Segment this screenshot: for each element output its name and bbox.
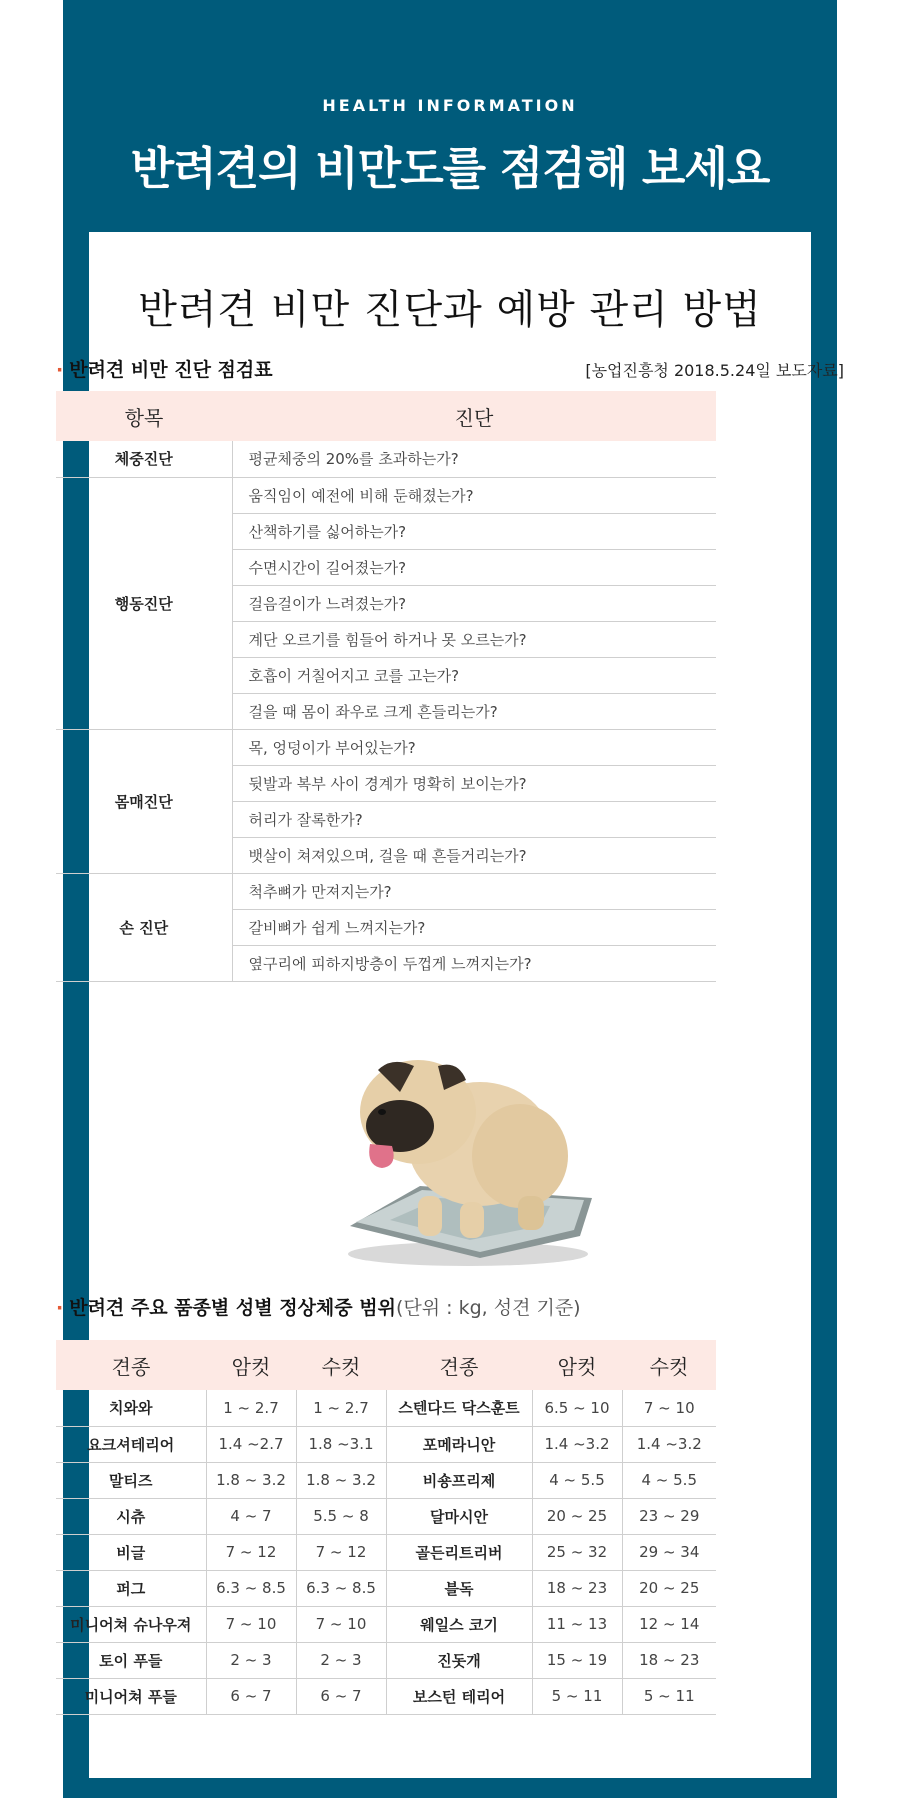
weight-range: 5.5 ~ 8: [296, 1498, 386, 1534]
table-row: [56, 1606, 716, 1642]
header-diagnosis: 진단: [232, 391, 716, 441]
diagnosis-label: 반려견 비만 진단 점검표: [69, 359, 273, 381]
card-title: 반려견 비만 진단과 예방 관리 방법: [138, 287, 762, 333]
weight-range: 4 ~ 7: [206, 1498, 296, 1534]
table-row: [56, 1498, 716, 1534]
breed-name: 시츄: [56, 1498, 206, 1534]
weight-range: 6.5 ~ 10: [532, 1390, 622, 1426]
table-row: [56, 729, 716, 765]
table-row: [56, 1678, 716, 1714]
table-row: [56, 873, 716, 909]
breed-name: 요크셔테리어: [56, 1426, 206, 1462]
weight-range: 29 ~ 34: [622, 1534, 716, 1570]
header-item: 항목: [56, 391, 232, 441]
table-row: [56, 1462, 716, 1498]
diagnosis-question: 평균체중의 20%를 초과하는가?: [232, 441, 716, 477]
breed-name: 골든리트리버: [386, 1534, 532, 1570]
diagnosis-question: 움직임이 예전에 비해 둔해졌는가?: [232, 477, 716, 513]
breed-name: 미니어쳐 슈나우져: [56, 1606, 206, 1642]
diagnosis-question: 허리가 잘록한가?: [232, 801, 716, 837]
breed-name: 진돗개: [386, 1642, 532, 1678]
breed-name: 웨일스 코기: [386, 1606, 532, 1642]
diagnosis-category: 체중진단: [56, 441, 232, 477]
weight-range: 1.8 ~3.1: [296, 1426, 386, 1462]
weight-range: 7 ~ 10: [296, 1606, 386, 1642]
weight-range: 1.8 ~ 3.2: [206, 1462, 296, 1498]
diagnosis-question: 산책하기를 싫어하는가?: [232, 513, 716, 549]
breed-name: 퍼그: [56, 1570, 206, 1606]
table-row: [56, 1570, 716, 1606]
header-female-right: 암컷: [532, 1340, 622, 1390]
diagnosis-question: 뱃살이 쳐져있으며, 걸을 때 흔들거리는가?: [232, 837, 716, 873]
weight-range: 2 ~ 3: [206, 1642, 296, 1678]
weight-range: 7 ~ 10: [206, 1606, 296, 1642]
header-breed-right: 견종: [386, 1340, 532, 1390]
weight-range: 6.3 ~ 8.5: [206, 1570, 296, 1606]
table-row: [56, 1642, 716, 1678]
diagnosis-question: 목, 엉덩이가 부어있는가?: [232, 729, 716, 765]
breed-name: 스텐다드 닥스훈트: [386, 1390, 532, 1426]
diagnosis-question: 걸음걸이가 느려졌는가?: [232, 585, 716, 621]
weight-range: 2 ~ 3: [296, 1642, 386, 1678]
breed-name: 치와와: [56, 1390, 206, 1426]
weight-range: 7 ~ 12: [296, 1534, 386, 1570]
weight-range: 7 ~ 12: [206, 1534, 296, 1570]
weight-range: 1 ~ 2.7: [206, 1390, 296, 1426]
diagnosis-question: 척추뼈가 만져지는가?: [232, 873, 716, 909]
diagnosis-question: 갈비뼈가 쉽게 느껴지는가?: [232, 909, 716, 945]
diagnosis-category: 손 진단: [56, 873, 232, 981]
weight-range: 6 ~ 7: [206, 1678, 296, 1714]
weight-range: 1.8 ~ 3.2: [296, 1462, 386, 1498]
diagnosis-question: 수면시간이 길어졌는가?: [232, 549, 716, 585]
breed-name: 미니어쳐 푸들: [56, 1678, 206, 1714]
weight-range: 20 ~ 25: [622, 1570, 716, 1606]
diagnosis-category: 행동진단: [56, 477, 232, 729]
table-row: [56, 1390, 716, 1426]
weight-range: 1 ~ 2.7: [296, 1390, 386, 1426]
diagnosis-question: 계단 오르기를 힘들어 하거나 못 오르는가?: [232, 621, 716, 657]
breed-name: 보스턴 테리어: [386, 1678, 532, 1714]
bullet-dot-icon: ·: [56, 1297, 64, 1319]
breed-name: 달마시안: [386, 1498, 532, 1534]
weight-range: 25 ~ 32: [532, 1534, 622, 1570]
diagnosis-category: 몸매진단: [56, 729, 232, 873]
pug-on-scale-image: [330, 1026, 596, 1272]
table-row: [56, 1534, 716, 1570]
weight-range: 18 ~ 23: [532, 1570, 622, 1606]
source-note: [농업진흥청 2018.5.24일 보도자료]: [585, 361, 844, 380]
table-row: [56, 477, 716, 513]
diagnosis-body: [56, 441, 716, 981]
breed-name: 토이 푸들: [56, 1642, 206, 1678]
weights-unit: (단위 : kg, 성견 기준): [395, 1297, 581, 1319]
weight-range: 6 ~ 7: [296, 1678, 386, 1714]
header-male-left: 수컷: [296, 1340, 386, 1390]
weight-range: 20 ~ 25: [532, 1498, 622, 1534]
diagnosis-question: 뒷발과 복부 사이 경계가 명확히 보이는가?: [232, 765, 716, 801]
diagnosis-table: [56, 391, 716, 982]
breed-name: 비글: [56, 1534, 206, 1570]
weight-range: 1.4 ~2.7: [206, 1426, 296, 1462]
weight-range: 1.4 ~3.2: [622, 1426, 716, 1462]
diagnosis-question: 호흡이 거칠어지고 코를 고는가?: [232, 657, 716, 693]
weight-range: 15 ~ 19: [532, 1642, 622, 1678]
weight-range: 6.3 ~ 8.5: [296, 1570, 386, 1606]
table-row: [56, 441, 716, 477]
page-title: 반려견의 비만도를 점검해 보세요: [130, 142, 770, 195]
weights-table: [56, 1340, 716, 1715]
bullet-dot-icon: ·: [56, 359, 64, 381]
breed-name: 블독: [386, 1570, 532, 1606]
weight-range: 23 ~ 29: [622, 1498, 716, 1534]
diagnosis-question: 옆구리에 피하지방층이 두껍게 느껴지는가?: [232, 945, 716, 981]
header-male-right: 수컷: [622, 1340, 716, 1390]
breed-name: 비숑프리제: [386, 1462, 532, 1498]
breed-name: 포메라니안: [386, 1426, 532, 1462]
weight-range: 7 ~ 10: [622, 1390, 716, 1426]
header-breed-left: 견종: [56, 1340, 206, 1390]
weights-section-head: [56, 1293, 844, 1320]
header-female-left: 암컷: [206, 1340, 296, 1390]
weight-range: 5 ~ 11: [532, 1678, 622, 1714]
table-row: [56, 1426, 716, 1462]
weight-range: 4 ~ 5.5: [532, 1462, 622, 1498]
eyebrow-label: HEALTH INFORMATION: [322, 96, 578, 115]
weight-range: 12 ~ 14: [622, 1606, 716, 1642]
weight-range: 11 ~ 13: [532, 1606, 622, 1642]
weight-range: 5 ~ 11: [622, 1678, 716, 1714]
weight-range: 4 ~ 5.5: [622, 1462, 716, 1498]
diagnosis-section-head: [56, 355, 844, 382]
weights-body: [56, 1390, 716, 1714]
weight-range: 1.4 ~3.2: [532, 1426, 622, 1462]
diagnosis-question: 걸을 때 몸이 좌우로 크게 흔들리는가?: [232, 693, 716, 729]
weight-range: 18 ~ 23: [622, 1642, 716, 1678]
breed-name: 말티즈: [56, 1462, 206, 1498]
weights-label: 반려견 주요 품종별 성별 정상체중 범위: [69, 1297, 396, 1319]
